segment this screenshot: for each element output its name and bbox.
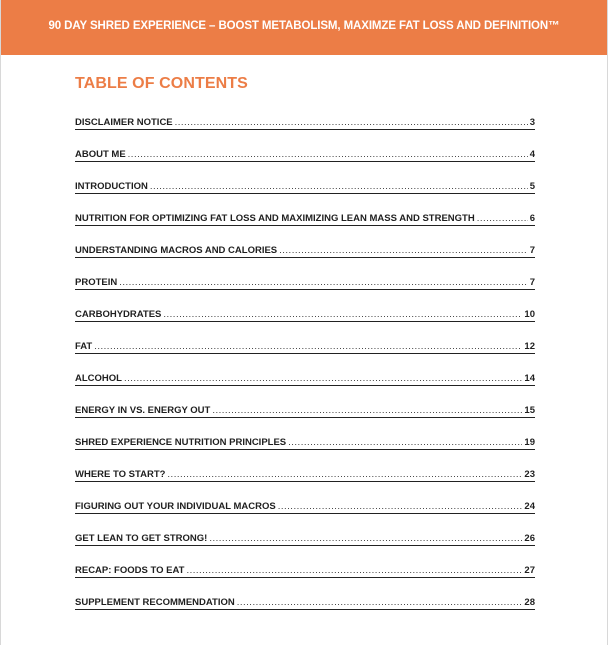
toc-entry-link[interactable] — [75, 245, 535, 258]
toc-entry-label: ABOUT ME — [75, 149, 126, 160]
toc-entry-label: FIGURING OUT YOUR INDIVIDUAL MACROS — [75, 501, 276, 512]
toc-entry-link[interactable] — [75, 341, 535, 354]
dot-leader — [209, 533, 522, 544]
toc-entry-label: INTRODUCTION — [75, 181, 148, 192]
toc-entry[interactable] — [75, 213, 535, 245]
toc-entry[interactable] — [75, 469, 535, 501]
toc-entry-link[interactable] — [75, 597, 535, 610]
toc-entry-link[interactable] — [75, 277, 535, 290]
toc-entry-page-number: 14 — [524, 373, 535, 384]
toc-entry-link[interactable] — [75, 469, 535, 482]
dot-leader — [212, 405, 522, 416]
toc-entry-label: FAT — [75, 341, 93, 352]
toc-entry-link[interactable] — [75, 117, 535, 130]
toc-entry[interactable] — [75, 405, 535, 437]
dot-leader — [186, 565, 522, 576]
header-title: 90 DAY SHRED EXPERIENCE – BOOST METABOLISM, MAXIMZE FAT LOSS AND DEFINITION™ — [48, 19, 560, 32]
toc-entry-page-number: 24 — [524, 501, 535, 512]
toc-entry-label: SUPPLEMENT RECOMMENDATION — [75, 597, 235, 608]
toc-entry-page-number: 4 — [529, 149, 535, 160]
toc-entry[interactable] — [75, 149, 535, 181]
toc-entry-link[interactable] — [75, 373, 535, 386]
toc-entry-page-number: 5 — [529, 181, 535, 192]
toc-entry-label: CARBOHYDRATES — [75, 309, 162, 320]
toc-entry-link[interactable] — [75, 213, 535, 226]
toc-entry-page-number: 26 — [524, 533, 535, 544]
dot-leader — [237, 597, 523, 608]
toc-entry-label: NUTRITION FOR OPTIMIZING FAT LOSS AND MAXIMIZING LEAN MASS AND STRENGTH — [75, 213, 475, 224]
toc-entry-link[interactable] — [75, 501, 535, 514]
toc-entry[interactable] — [75, 309, 535, 341]
dot-leader — [150, 181, 528, 192]
dot-leader — [94, 341, 522, 352]
dot-leader — [128, 149, 528, 160]
toc-entry-label: WHERE TO START? — [75, 469, 166, 480]
dot-leader — [279, 245, 528, 256]
toc-entry[interactable] — [75, 245, 535, 277]
toc-entry-link[interactable] — [75, 181, 535, 194]
toc-entry-page-number: 27 — [524, 565, 535, 576]
toc-entry[interactable] — [75, 533, 535, 565]
toc-entry-link[interactable] — [75, 437, 535, 450]
toc-entry[interactable] — [75, 277, 535, 309]
toc-entry[interactable] — [75, 597, 535, 629]
toc-entry-link[interactable] — [75, 149, 535, 162]
toc-entry-label: RECAP: FOODS TO EAT — [75, 565, 185, 576]
table-of-contents — [75, 117, 535, 629]
toc-entry-page-number: 28 — [524, 597, 535, 608]
toc-entry[interactable] — [75, 117, 535, 149]
toc-entry-link[interactable] — [75, 405, 535, 418]
toc-entry-link[interactable] — [75, 309, 535, 322]
dot-leader — [119, 277, 527, 288]
toc-entry-label: ENERGY IN VS. ENERGY OUT — [75, 405, 211, 416]
dot-leader — [124, 373, 522, 384]
toc-entry-page-number: 3 — [529, 117, 535, 128]
dot-leader — [163, 309, 522, 320]
toc-entry[interactable] — [75, 341, 535, 373]
toc-entry[interactable] — [75, 437, 535, 469]
toc-entry[interactable] — [75, 565, 535, 597]
header-banner — [1, 0, 607, 55]
toc-entry-label: ALCOHOL — [75, 373, 122, 384]
toc-entry-label: UNDERSTANDING MACROS AND CALORIES — [75, 245, 278, 256]
dot-leader — [278, 501, 523, 512]
dot-leader — [175, 117, 528, 128]
toc-entry-label: SHRED EXPERIENCE NUTRITION PRINCIPLES — [75, 437, 287, 448]
toc-entry-page-number: 23 — [524, 469, 535, 480]
toc-entry-page-number: 19 — [524, 437, 535, 448]
toc-entry[interactable] — [75, 501, 535, 533]
dot-leader — [288, 437, 522, 448]
toc-entry-page-number: 12 — [524, 341, 535, 352]
toc-entry-link[interactable] — [75, 565, 535, 578]
toc-entry-link[interactable] — [75, 533, 535, 546]
toc-entry[interactable] — [75, 181, 535, 213]
toc-entry-page-number: 7 — [529, 245, 535, 256]
toc-heading: TABLE OF CONTENTS — [75, 75, 248, 92]
toc-entry-page-number: 10 — [524, 309, 535, 320]
toc-entry-label: PROTEIN — [75, 277, 118, 288]
dot-leader — [167, 469, 522, 480]
toc-entry[interactable] — [75, 373, 535, 405]
toc-entry-label: GET LEAN TO GET STRONG! — [75, 533, 208, 544]
toc-entry-page-number: 6 — [529, 213, 535, 224]
toc-entry-page-number: 15 — [524, 405, 535, 416]
toc-entry-page-number: 7 — [529, 277, 535, 288]
toc-entry-label: DISCLAIMER NOTICE — [75, 117, 173, 128]
dot-leader — [477, 213, 528, 224]
